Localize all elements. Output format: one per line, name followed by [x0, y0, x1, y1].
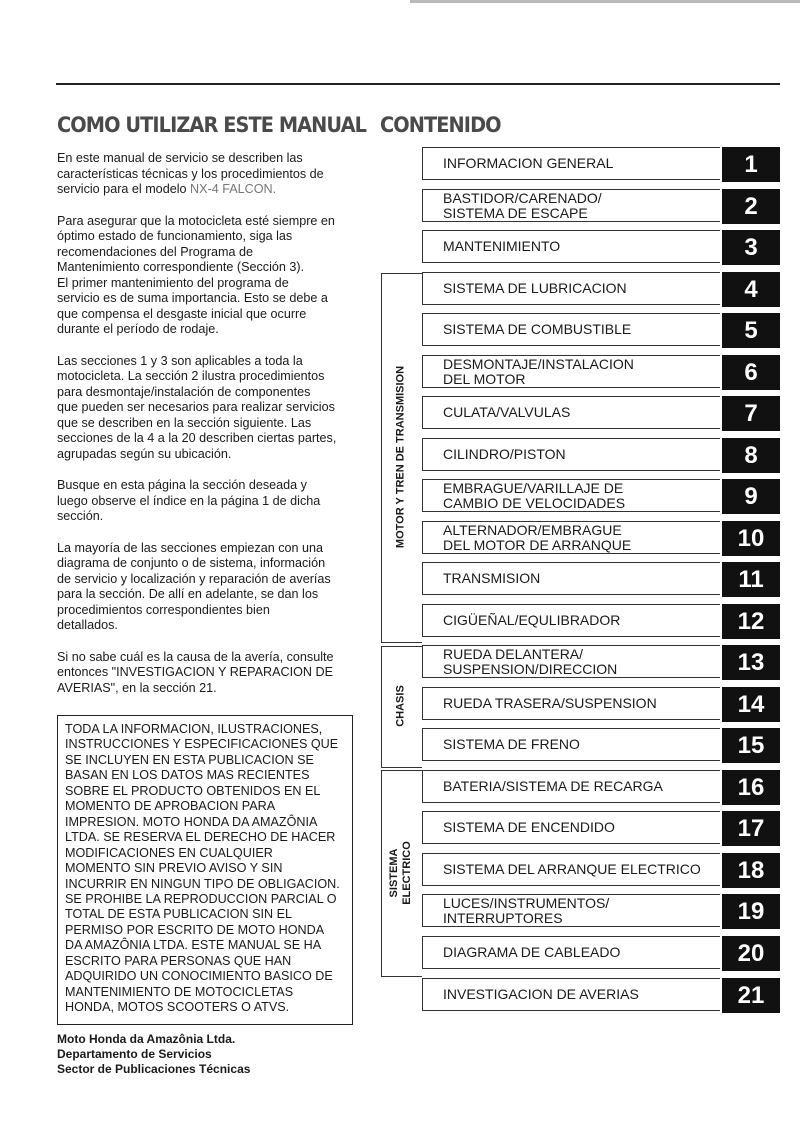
toc-item-label: DIAGRAMA DE CABLEADO [422, 936, 720, 969]
toc-item[interactable] [422, 853, 780, 888]
section-number-tab: 17 [722, 811, 780, 846]
toc-item-label: RUEDA DELANTERA/ SUSPENSION/DIRECCION [422, 645, 720, 678]
section-number-tab: 8 [722, 438, 780, 473]
toc-item-label: EMBRAGUE/VARILLAJE DE CAMBIO DE VELOCIDADES [422, 479, 720, 512]
toc-item-label: MANTENIMIENTO [422, 230, 720, 263]
section-number-tab: 12 [722, 604, 780, 639]
toc-item[interactable] [422, 687, 780, 722]
section-number-tab: 13 [722, 645, 780, 680]
section-number-tab: 11 [722, 562, 780, 597]
section-number-tab: 21 [722, 978, 780, 1013]
section-number-tab: 9 [722, 479, 780, 514]
toc-item[interactable] [422, 396, 780, 431]
contents-title: CONTENIDO [380, 113, 501, 137]
toc-item[interactable] [422, 313, 780, 348]
how-to-use-title: COMO UTILIZAR ESTE MANUAL [57, 113, 367, 137]
section-number-tab: 14 [722, 687, 780, 722]
publisher-info: Moto Honda da Amazônia Ltda. Departamento de Servicios Sector de Publicaciones Técnicas [57, 1032, 251, 1076]
intro-paragraph-1 [57, 151, 357, 198]
toc-item-label: INFORMACION GENERAL [422, 147, 720, 180]
section-number-tab: 5 [722, 313, 780, 348]
section-number-tab: 7 [722, 396, 780, 431]
toc-item-label: SISTEMA DE LUBRICACION [422, 272, 720, 305]
how-to-use-section [57, 113, 367, 712]
intro-paragraph-4: Busque en esta página la sección deseada y luego observe el índice en la página 1 de dicha sección. [57, 478, 321, 523]
toc-item-label: SISTEMA DEL ARRANQUE ELECTRICO [422, 853, 720, 886]
toc-item[interactable] [422, 811, 780, 846]
toc-item[interactable] [422, 355, 780, 390]
toc-item-label: SISTEMA DE FRENO [422, 728, 720, 761]
toc-item[interactable] [422, 438, 780, 473]
electrical-group-label: SISTEMA ELECTRICO [388, 841, 413, 905]
section-number-tab: 1 [722, 147, 780, 182]
toc-item[interactable] [422, 770, 780, 805]
toc-item[interactable] [422, 645, 780, 680]
toc-item[interactable] [422, 479, 780, 514]
section-number-tab: 16 [722, 770, 780, 805]
intro-paragraph-2: Para asegurar que la motocicleta esté siempre en óptimo estado de funcionamiento, siga las recomendaciones del Programa de Mantenimiento correspondiente (Sección 3). El primer mantenimiento del programa de servicio es de suma importancia. Esto se debe a que compensa el desgaste inicial que ocurre durante el período de rodaje. [57, 213, 335, 336]
toc-item[interactable] [422, 521, 780, 556]
toc-item[interactable] [422, 728, 780, 763]
toc-item-label: CULATA/VALVULAS [422, 396, 720, 429]
section-number-tab: 3 [722, 230, 780, 265]
toc-item-label: DESMONTAJE/INSTALACION DEL MOTOR [422, 355, 720, 388]
intro-paragraph-1-text: En este manual de servicio se describen las características técnicas y los procedimientos de servicio para el modelo [57, 151, 324, 196]
scan-edge-shadow [410, 0, 800, 3]
toc-item[interactable] [422, 230, 780, 265]
toc-item[interactable] [422, 272, 780, 307]
model-name: NX-4 FALCON. [190, 182, 277, 196]
toc-item[interactable] [422, 147, 780, 182]
chassis-group-label: CHASIS [394, 685, 407, 727]
intro-paragraph-5: La mayoría de las secciones empiezan con una diagrama de conjunto o de sistema, información de servicio y localización y reparación de averías para la sección. De allí en adelante, se dan los procedimientos correspondientes bien detallados. [57, 540, 331, 632]
toc-item[interactable] [422, 936, 780, 971]
toc-item[interactable] [422, 189, 780, 224]
intro-paragraph-3: Las secciones 1 y 3 son aplicables a toda la motocicleta. La sección 2 ilustra procedimientos para desmontaje/instalación de componentes que pueden ser necesarios para realizar servicios que se describen en la sección siguiente. Las secciones de la 4 a la 20 describen ciertas partes, agrupadas según su ubicación. [57, 353, 337, 461]
engine-group-label: MOTOR Y TREN DE TRANSMISION [394, 365, 407, 549]
toc-item[interactable] [422, 894, 780, 929]
intro-text [57, 151, 357, 696]
toc-item-label: ALTERNADOR/EMBRAGUE DEL MOTOR DE ARRANQUE [422, 521, 720, 554]
toc-item-label: RUEDA TRASERA/SUSPENSION [422, 687, 720, 720]
section-number-tab: 20 [722, 936, 780, 971]
toc-item-label: CIGÜEÑAL/EQULIBRADOR [422, 604, 720, 637]
section-number-tab: 18 [722, 853, 780, 888]
toc-item-label: INVESTIGACION DE AVERIAS [422, 978, 720, 1011]
section-number-tab: 2 [722, 189, 780, 224]
section-number-tab: 4 [722, 272, 780, 307]
toc-item-label: TRANSMISION [422, 562, 720, 595]
intro-paragraph-6: Si no sabe cuál es la causa de la avería, consulte entonces "INVESTIGACION Y REPARACION DE AVERIAS", en la sección 21. [57, 649, 334, 695]
toc-item-label: CILINDRO/PISTON [422, 438, 720, 471]
toc-item-label: SISTEMA DE ENCENDIDO [422, 811, 720, 844]
toc-item-label: LUCES/INSTRUMENTOS/ INTERRUPTORES [422, 894, 720, 927]
section-number-tab: 6 [722, 355, 780, 390]
legal-notice-box: TODA LA INFORMACION, ILUSTRACIONES, INSTRUCCIONES Y ESPECIFICACIONES QUE SE INCLUYEN EN ESTA PUBLICACION SE BASAN EN LOS DATOS MAS RECIENTES SOBRE EL PRODUCTO OBTENIDOS EN EL MOMENTO DE APROBACION PARA IMPRESION. MOTO HONDA DA AMAZÔNIA LTDA. SE RESERVA EL DERECHO DE HACER MODIFICACIONES EN CUALQUIER MOMENTO SIN PREVIO AVISO Y SIN INCURRIR EN NINGUN TIPO DE OBLIGACION. SE PROHIBE LA REPRODUCCION PARCIAL O TOTAL DE ESTA PUBLICACION SIN EL PERMISO POR ESCRITO DE MOTO HONDA DA AMAZÔNIA LTDA. ESTE MANUAL SE HA ESCRITO PARA PERSONAS QUE HAN ADQUIRIDO UN CONOCIMIENTO BASICO DE MANTENIMIENTO DE MOTOCICLETAS HONDA, MOTOS SCOOTERS O ATVS. [57, 715, 353, 1025]
header-rule [56, 83, 780, 85]
toc-item-label: BATERIA/SISTEMA DE RECARGA [422, 770, 720, 803]
section-number-tab: 10 [722, 521, 780, 556]
toc-item[interactable] [422, 978, 780, 1013]
section-number-tab: 15 [722, 728, 780, 763]
toc-item-label: SISTEMA DE COMBUSTIBLE [422, 313, 720, 346]
toc-item[interactable] [422, 604, 780, 639]
section-number-tab: 19 [722, 894, 780, 929]
toc-item-label: BASTIDOR/CARENADO/ SISTEMA DE ESCAPE [422, 189, 720, 222]
toc-item[interactable] [422, 562, 780, 597]
